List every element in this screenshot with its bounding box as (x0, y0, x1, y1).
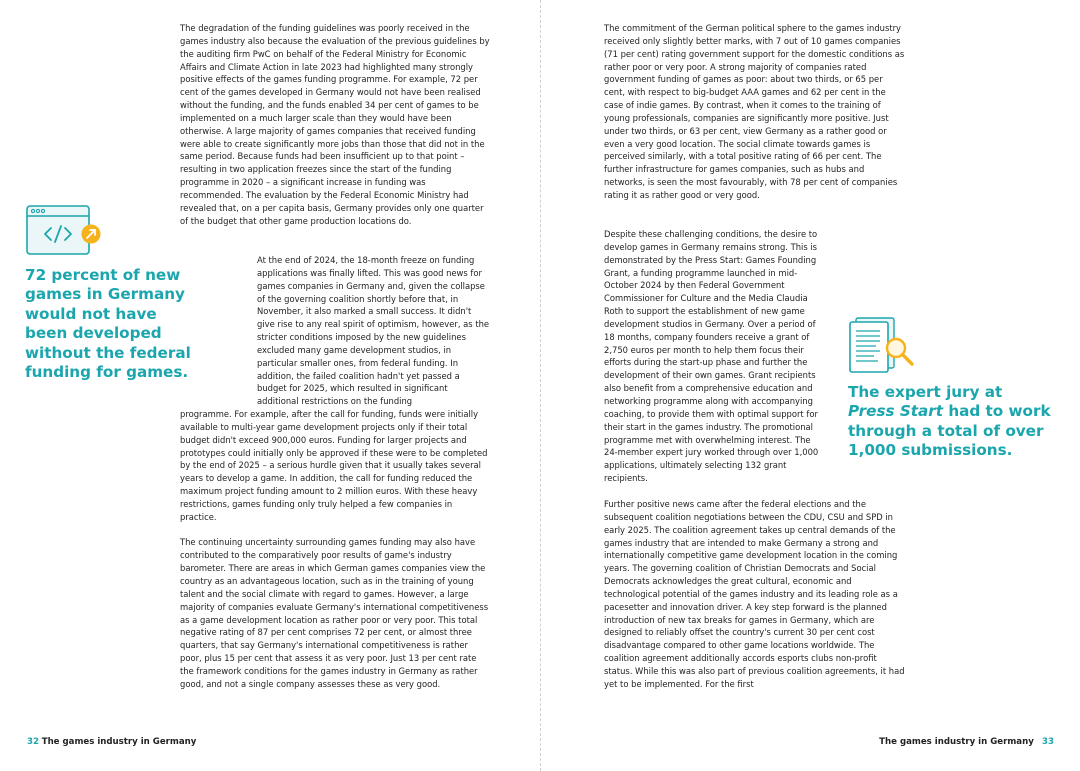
right-quote-emphasis: Press Start (848, 402, 944, 421)
code-window-icon (25, 204, 105, 258)
left-column-top (180, 22, 490, 228)
left-paragraph-3: The continuing uncertainty surrounding games funding may also have contributed to the comparatively poor results of game's industry barometer. There are areas in which German games companies view the country as an advantageous location, such as in the training of young talent and the social climate with regard to games. However, a large majority of companies evaluate Germany's international competitiveness as a game development location as rather poor or very poor. This total negative rating of 87 per cent comprises 72 per cent, or almost three quarters, that say Germany's international competitiveness is rather poor, plus 15 per cent that assess it as very poor. Just 13 per cent rate the framework conditions for the games industry in Germany as rather good, and not a single company assesses these as very good. (180, 537, 489, 689)
right-page-number: 33 (1042, 737, 1054, 747)
right-column-narrow (604, 228, 826, 485)
left-column-indented (257, 254, 490, 408)
left-paragraph-1: The degradation of the funding guidelines was poorly received in the games industry also because the evaluation of the previous guidelines by the auditing firm PwC on behalf of the Federal Ministry for Economic Affairs and Climate Action in late 2023 had highlighted many strongly positive effects of the games funding programme. For example, 72 per cent of the games developed in Germany would not have been realised without the funding, and the funds enabled 34 per cent of games to be implemented on a much larger scale than they would have been otherwise. A large majority of games companies that received funding were able to create significantly more jobs than those that did not in the same period. Because funds had been insufficient up to that point – resulting in two application freezes since the start of the funding programme in 2020 – a significant increase in funding was recommended. The evaluation by the Federal Economic Ministry had revealed that, on a per capita basis, Germany provides only one quarter of the budget that other game production locations do. (180, 23, 490, 226)
right-paragraph-1: The commitment of the German political sphere to the games industry received only slightly better marks, with 7 out of 10 games companies (71 per cent) rating government support for the domestic conditions as rather poor or very poor. A strong majority of companies rated government funding of games as poor: about two thirds, or 65 per cent, with respect to big-budget AAA games and 62 per cent in the case of indie games. By contrast, when it comes to the training of young professionals, companies are significantly more positive. Just under two thirds, or 63 per cent, view Germany as a rather good or even a very good location. The social climate towards games is perceived similarly, with a total positive rating of 66 per cent. The further infrastructure for games companies, such as hubs and networks, is seen the most favourably, with 78 per cent of companies rating it as rather good or very good. (604, 23, 905, 200)
right-pull-quote (848, 383, 1053, 461)
right-column-bottom (604, 498, 906, 691)
right-paragraph-2: Despite these challenging conditions, the desire to develop games in Germany remains strong. This is demonstrated by the Press Start: Games Founding Grant, a funding programme launched in mid-October 2024 by then Federal Government Commissioner for Culture and the Media Claudia Roth to support the establishment of new game development studios in Germany. Over a period of 18 months, company founders receive a grant of 2,750 euros per month to help them focus their efforts during the start-up phase and further the development of their own games. Grant recipients also benefit from a comprehensive education and networking programme along with accompanying coaching, to provide them with optimal support for their start in the games industry. The promotional programme met with overwhelming interest. The 24-member expert jury worked through over 1,000 applications, ultimately selecting 132 grant recipients. (604, 229, 819, 484)
document-search-icon (846, 314, 918, 376)
right-column-top (604, 22, 906, 202)
left-paragraph-2a: At the end of 2024, the 18-month freeze on funding applications was finally lifted. This was good news for games companies in Germany and, given the collapse of the governing coalition shortly before that, in November, it also marked a small success. It didn't give rise to any real spirit of optimism, however, as the stricter conditions imposed by the new guidelines excluded many game development studios, in particular smaller ones, from federal funding. In addition, the failed coalition hadn't yet passed a budget for 2025, which resulted in significant additional restrictions on the funding (257, 255, 490, 407)
right-paragraph-3: Further positive news came after the federal elections and the subsequent coalition negotiations between the CDU, CSU and SPD in early 2025. The coalition agreement takes up central demands of the games industry that are intended to make Germany a strong and internationally competitive game development location in the coming years. The governing coalition of Christian Democrats and Social Democrats acknowledges the great cultural, economic and technological potential of the games industry and its leading role as a pacesetter and innovation driver. A key step forward is the planned introduction of new tax breaks for games in Germany, which are designed to reliably offset the country's current 30 per cent cost disadvantage compared to other game locations worldwide. The coalition agreement additionally accords esports clubs non-profit status. While this was also part of previous coalition agreements, it had yet to be implemented. For the first (604, 499, 905, 689)
left-footer (27, 737, 196, 747)
right-footer-title: The games industry in Germany (879, 737, 1034, 747)
page-spine (540, 0, 541, 771)
right-quote-part-2: had to work through a total of over 1,000 submissions. (848, 402, 1051, 460)
left-pull-quote: 72 percent of new games in Germany would not have been developed without the federal funding for games. (25, 266, 191, 382)
right-footer (879, 737, 1054, 747)
left-footer-title: The games industry in Germany (41, 737, 197, 747)
right-quote-part-1: The expert jury at (848, 383, 1003, 401)
left-paragraph-2b: programme. For example, after the call for funding, funds were initially available to multi-year game development projects only if their total budget didn't exceed 900,000 euros. Funding for larger projects and prototypes could initially only be approved if these were to be completed by the end of 2025 – a serious hurdle given that it usually takes several years to develop a game. In addition, the call for funding reduced the maximum project funding amount to 2 million euros. With these heavy restrictions, games funding only truly helped a few companies in practice. (180, 409, 488, 522)
left-page-number: 32 (27, 737, 39, 747)
left-column-bottom (180, 408, 490, 691)
